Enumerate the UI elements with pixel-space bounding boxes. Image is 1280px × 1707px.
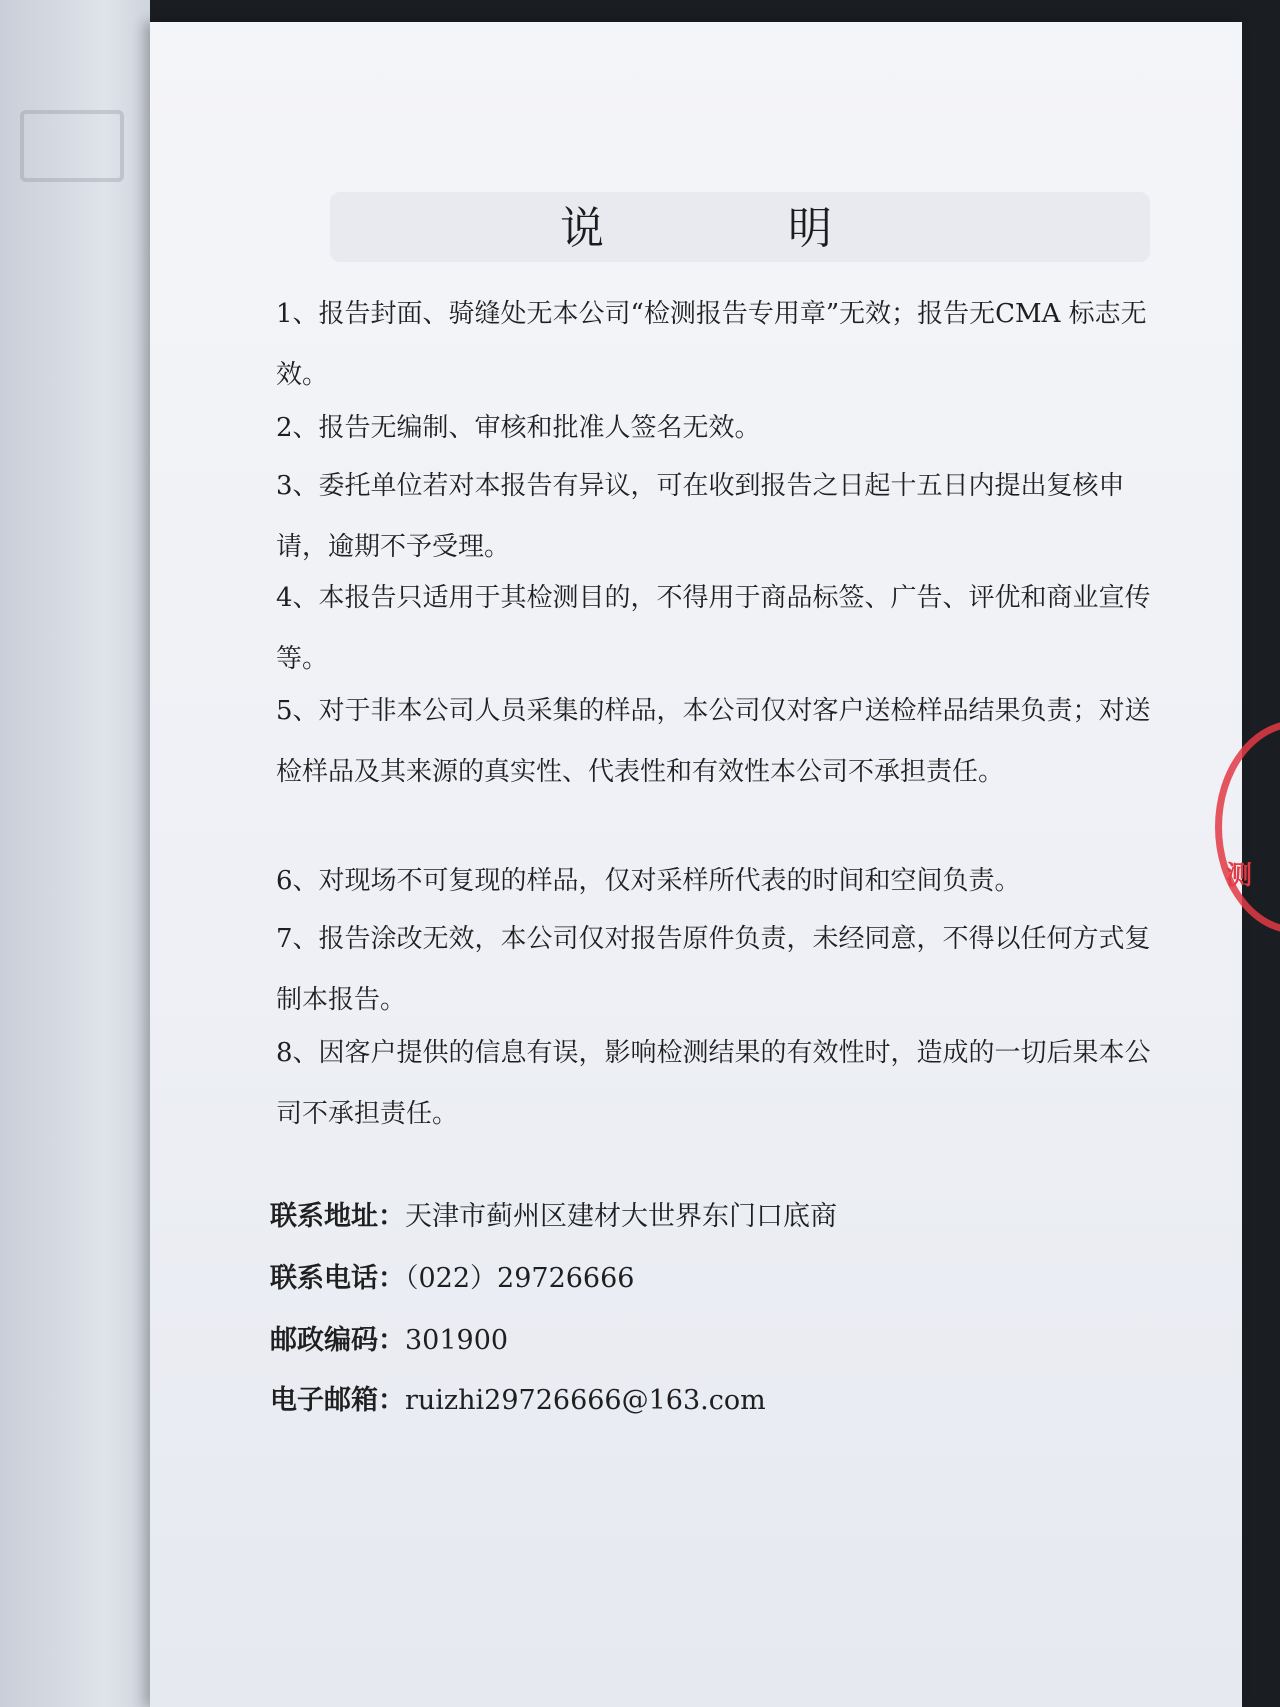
document-page — [150, 22, 1242, 1707]
contact-phone-value: （022）29726666 — [405, 1263, 635, 1294]
page-title: 说 明 — [560, 203, 902, 254]
notice-item-2: 2、报告无编制、审核和批准人签名无效。 — [276, 413, 761, 443]
contact-email-label: 电子邮箱： — [270, 1385, 405, 1416]
contact-email-value: ruizhi29726666@163.com — [405, 1385, 766, 1416]
notice-item-8: 8、因客户提供的信息有误，影响检测结果的有效性时，造成的一切后果本公司不承担责任。 — [276, 1038, 1151, 1129]
contact-postcode-label: 邮政编码： — [270, 1325, 405, 1356]
notice-item-1: 1、报告封面、骑缝处无本公司“检测报告专用章”无效；报告无CMA 标志无效。 — [276, 299, 1147, 390]
notice-item-7: 7、报告涂改无效，本公司仅对报告原件负责，未经同意，不得以任何方式复制本报告。 — [276, 924, 1151, 1015]
contact-email — [270, 1378, 766, 1417]
notice-item-4: 4、本报告只适用于其检测目的，不得用于商品标签、广告、评优和商业宣传等。 — [276, 583, 1151, 674]
show-through-logo — [20, 110, 124, 182]
contact-address-label: 联系地址： — [270, 1201, 405, 1232]
left-page — [0, 0, 150, 1707]
notice-item-3: 3、委托单位若对本报告有异议，可在收到报告之日起十五日内提出复核申请，逾期不予受理。 — [276, 471, 1125, 562]
notice-item-5: 5、对于非本公司人员采集的样品，本公司仅对客户送检样品结果负责；对送检样品及其来源的真实性、代表性和有效性本公司不承担责任。 — [276, 696, 1151, 787]
notice-item-6: 6、对现场不可复现的样品，仅对采样所代表的时间和空间负责。 — [276, 866, 1021, 896]
contact-phone — [270, 1256, 634, 1295]
seam-stamp-text: 测 — [1226, 861, 1253, 891]
contact-postcode-value: 301900 — [405, 1325, 509, 1356]
contact-address — [270, 1194, 837, 1233]
contact-postcode — [270, 1318, 508, 1357]
contact-address-value: 天津市蓟州区建材大世界东门口底商 — [405, 1201, 837, 1232]
contact-phone-label: 联系电话： — [270, 1263, 405, 1294]
